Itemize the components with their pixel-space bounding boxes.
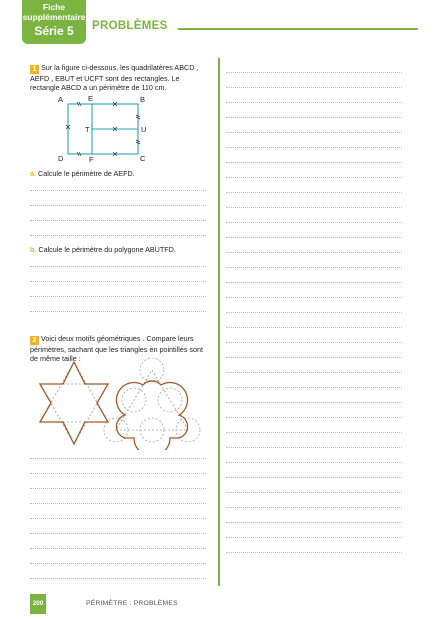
label-d: D xyxy=(58,154,64,163)
answer-line[interactable] xyxy=(30,473,206,474)
question-b-letter: b. xyxy=(30,245,37,254)
question-a xyxy=(30,169,210,178)
motif-outline xyxy=(116,381,187,450)
answer-line[interactable] xyxy=(226,162,402,163)
dashed-triangle-down xyxy=(40,384,108,444)
label-e: E xyxy=(88,94,94,103)
answer-line[interactable] xyxy=(226,552,402,553)
answer-line[interactable] xyxy=(30,281,206,282)
question-a-letter: a. xyxy=(30,169,36,178)
exercise-2-text: Voici deux motifs géométriques . Compare leurs périmètres, sachant que les triangles en pointillés sont de même taille : xyxy=(30,334,203,363)
answer-line[interactable] xyxy=(226,417,402,418)
exercise-1-number: 1 xyxy=(30,65,39,74)
question-b xyxy=(30,245,210,254)
label-u: U xyxy=(141,125,147,134)
answer-line[interactable] xyxy=(226,462,402,463)
exercise-1-text: Sur la figure ci-dessous, les quadrilatères ABCD , AEFD , EBUT et UCFT sont des rectangles. Le rectangle ABCD a un périmètre de 110 cm. xyxy=(30,63,199,92)
answer-line[interactable] xyxy=(30,548,206,549)
dashed-triangle-up xyxy=(40,362,108,422)
question-a-text: Calcule le périmètre de AEFD. xyxy=(38,169,135,178)
answer-line[interactable] xyxy=(226,267,402,268)
label-a: A xyxy=(58,95,64,104)
page-number: 200 xyxy=(30,594,46,614)
answer-line[interactable] xyxy=(226,507,402,508)
answer-line[interactable] xyxy=(226,177,402,178)
answer-line[interactable] xyxy=(226,387,402,388)
badge-line2: supplémentaire xyxy=(22,12,86,22)
answer-line[interactable] xyxy=(226,252,402,253)
answer-line[interactable] xyxy=(226,342,402,343)
answer-line[interactable] xyxy=(30,518,206,519)
answer-line[interactable] xyxy=(226,357,402,358)
answer-line[interactable] xyxy=(226,297,402,298)
answer-line[interactable] xyxy=(226,207,402,208)
answer-line[interactable] xyxy=(226,312,402,313)
answer-line[interactable] xyxy=(30,296,206,297)
answer-line[interactable] xyxy=(30,205,206,206)
answer-line[interactable] xyxy=(226,132,402,133)
star-motif xyxy=(40,362,108,444)
answer-line[interactable] xyxy=(30,578,206,579)
answer-line[interactable] xyxy=(226,147,402,148)
answer-line[interactable] xyxy=(226,117,402,118)
answer-line[interactable] xyxy=(226,492,402,493)
answer-line[interactable] xyxy=(30,503,206,504)
answer-line[interactable] xyxy=(226,477,402,478)
circle-motif xyxy=(104,358,200,450)
dashed-triangle xyxy=(116,370,188,430)
answer-line[interactable] xyxy=(30,190,206,191)
answer-line[interactable] xyxy=(226,87,402,88)
answer-line[interactable] xyxy=(226,237,402,238)
page-title: PROBLÈMES xyxy=(92,20,168,32)
chapter-label: PÉRIMÈTRE : PROBLÈMES xyxy=(86,600,178,607)
answer-line[interactable] xyxy=(30,266,206,267)
answer-line[interactable] xyxy=(226,102,402,103)
answer-line[interactable] xyxy=(30,488,206,489)
answer-line[interactable] xyxy=(226,432,402,433)
title-rule xyxy=(178,28,418,30)
answer-line[interactable] xyxy=(30,458,206,459)
answer-line[interactable] xyxy=(30,311,206,312)
label-t: T xyxy=(85,125,90,134)
question-b-text: Calcule le périmètre du polygone ABUTFD. xyxy=(38,245,176,254)
answer-line[interactable] xyxy=(226,522,402,523)
answer-line[interactable] xyxy=(226,282,402,283)
answer-line[interactable] xyxy=(226,537,402,538)
answer-line[interactable] xyxy=(226,192,402,193)
star-outline xyxy=(40,362,108,444)
exercise-2-number: 2 xyxy=(30,336,39,345)
answer-line[interactable] xyxy=(226,327,402,328)
rectangle-figure xyxy=(56,92,156,164)
badge-series: Série 5 xyxy=(34,24,74,38)
label-b: B xyxy=(140,95,146,104)
answer-line[interactable] xyxy=(30,220,206,221)
label-c: C xyxy=(140,154,146,163)
answer-line[interactable] xyxy=(30,235,206,236)
answer-line[interactable] xyxy=(30,563,206,564)
answer-line[interactable] xyxy=(226,72,402,73)
answer-line[interactable] xyxy=(30,533,206,534)
label-f: F xyxy=(89,155,94,164)
answer-line[interactable] xyxy=(226,372,402,373)
answer-line[interactable] xyxy=(226,222,402,223)
geometric-motifs xyxy=(30,358,210,450)
exercise-1-intro xyxy=(30,63,210,92)
answer-line[interactable] xyxy=(226,402,402,403)
series-badge xyxy=(22,0,86,44)
dashed-circle xyxy=(158,388,182,412)
badge-line1: Fiche xyxy=(42,2,66,12)
answer-line[interactable] xyxy=(226,447,402,448)
column-divider xyxy=(218,58,220,586)
